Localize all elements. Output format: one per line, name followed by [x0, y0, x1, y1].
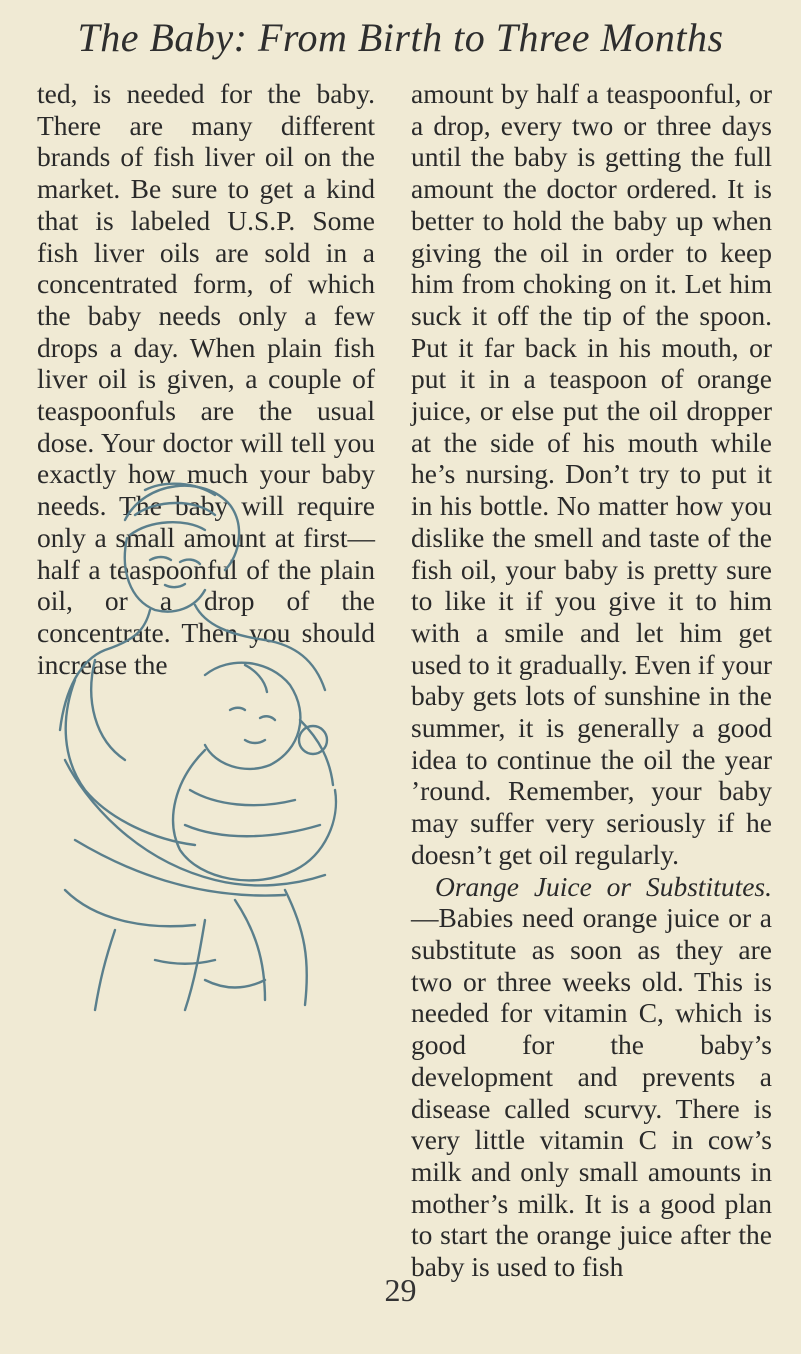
section-subheading: Orange Juice or Substitutes.	[435, 870, 772, 902]
mother-and-baby-illustration	[55, 460, 355, 1020]
left-column-paragraph: ted, is needed for the baby. There are many different brands of fish liver oil on the market. Be sure to get a kind that is labeled U.S.P. Some fish liver oils are sold in a concentrated form, of which the baby needs only a few drops a day. When plain fish liver oil is given, a couple of teaspoonfuls are the usual dose. Your doctor will tell you exactly how much your baby needs. The baby will require only a small amount at first—half a teaspoonful of the plain oil, or a drop of the concentrate. Then you should increase the	[37, 78, 375, 680]
right-column-paragraph-2-text: —Babies need orange juice or a substitute as soon as they are two or three weeks old. This is needed for vitamin C, which is good for the baby’s development and prevents a disease called scurvy. There is very little vitamin C in cow’s milk and only small amounts in mother’s milk. It is a good plan to start the orange juice after the baby is used to fish	[411, 902, 772, 1283]
page-number: 29	[384, 1272, 417, 1308]
running-head: The Baby: From Birth to Three Months	[77, 15, 724, 60]
right-column	[411, 78, 772, 1283]
right-column-paragraph-2	[411, 871, 772, 1283]
right-column-paragraph-1: amount by half a teaspoonful, or a drop, every two or three days until the baby is getting the full amount the doctor ordered. It is better to hold the baby up when giving the oil in order to keep him from choking on it. Let him suck it off the tip of the spoon. Put it far back in his mouth, or put it in a teaspoon of orange juice, or else put the oil dropper at the side of his mouth while he’s nursing. Don’t try to put it in his bottle. No matter how you dislike the smell and taste of the fish oil, your baby is pretty sure to like it if you give it to him with a smile and let him get used to it gradually. Even if your baby gets lots of sunshine in the summer, it is generally a good idea to continue the oil the year ’round. Remember, your baby may suffer very seriously if he doesn’t get oil regularly.	[411, 78, 772, 870]
